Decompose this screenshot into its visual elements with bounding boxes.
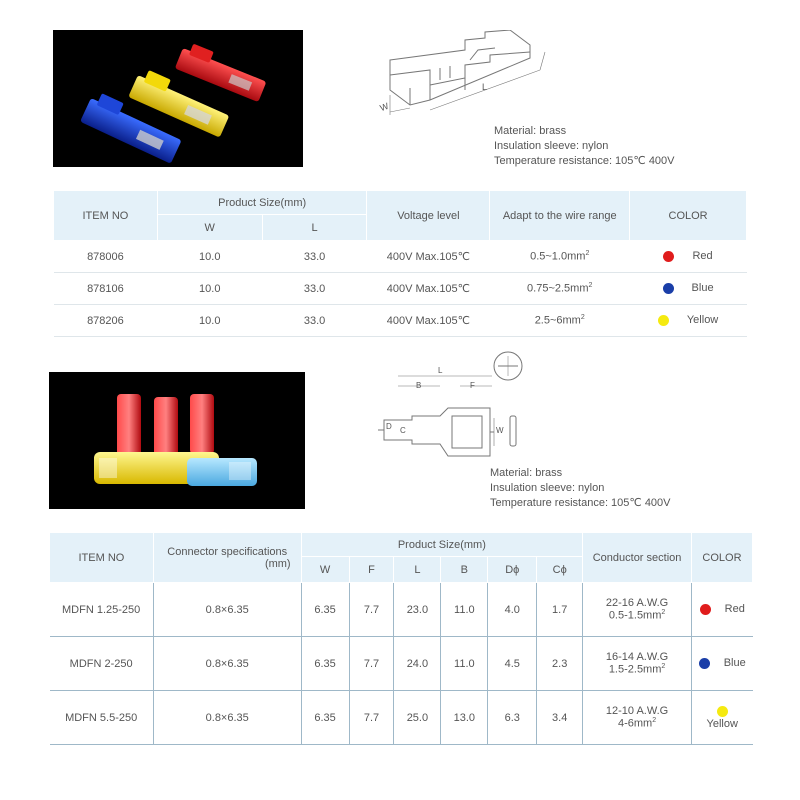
drawing-label-l: L: [482, 82, 488, 92]
l-cell: 25.0: [394, 691, 441, 745]
color-label: Red: [692, 250, 713, 263]
color-dot: [717, 706, 728, 717]
table-row: [50, 691, 753, 745]
wire-range-cell: $0.5\sim 1.0mm^2$: [490, 241, 630, 273]
t-tap-spec-table: [53, 190, 747, 337]
conductor-cell: 16-14 A.W.G $1.5-2.5mm^2$: [583, 637, 692, 691]
color-label: Blue: [691, 282, 714, 295]
l-cell: 33.0: [262, 305, 367, 337]
color-label: Blue: [723, 657, 746, 670]
conductor-cell: 22-16 A.W.G $0.5-1.5mm^2$: [583, 583, 692, 637]
wire-range-cell: $2.5\sim 6mm^2$: [490, 305, 630, 337]
w-cell: 10.0: [157, 241, 262, 273]
header-wire-range: Adapt to the wire range: [490, 191, 630, 241]
b-cell: 11.0: [441, 583, 488, 637]
l-cell: 23.0: [394, 583, 441, 637]
w-cell: 10.0: [157, 273, 262, 305]
temperature-text: Temperature resistance: 105℃ 400V: [494, 155, 675, 167]
header-connector-spec: Connector specifications (mm): [153, 533, 301, 583]
voltage-cell: 400V Max.105℃: [367, 305, 490, 337]
header-c: Cϕ: [537, 557, 583, 583]
b-cell: 13.0: [441, 691, 488, 745]
f-cell: 7.7: [349, 691, 394, 745]
drawing-label-d: D: [386, 422, 392, 431]
material-specs: [494, 124, 675, 169]
red-terminals-shape: [117, 394, 214, 462]
spec-cell: 0.8×6.35: [153, 637, 301, 691]
d-cell: 4.5: [488, 637, 537, 691]
drawing-label-l: L: [438, 366, 443, 375]
male-disconnect-technical-drawing: [372, 348, 532, 468]
spec-cell: 0.8×6.35: [153, 583, 301, 637]
c-cell: 3.4: [537, 691, 583, 745]
l-cell: 24.0: [394, 637, 441, 691]
header-b: B: [441, 557, 488, 583]
header-w: W: [157, 215, 262, 241]
material-text: Material: brass: [494, 125, 567, 137]
header-conductor: Conductor section: [583, 533, 692, 583]
l-cell: 33.0: [262, 241, 367, 273]
spec-cell: 0.8×6.35: [153, 691, 301, 745]
color-label: Yellow: [686, 314, 719, 327]
item-no-cell: 878206: [54, 305, 158, 337]
color-cell: [691, 583, 752, 637]
header-voltage: Voltage level: [367, 191, 490, 241]
color-label: Yellow: [706, 717, 738, 730]
color-cell: [630, 241, 747, 273]
color-label: Red: [724, 603, 745, 616]
red-connector-shape: [175, 41, 270, 103]
table-row: [54, 273, 747, 305]
blue-terminal-shape: [187, 458, 257, 486]
f-cell: 7.7: [349, 637, 394, 691]
header-product-size: Product Size(mm): [301, 533, 583, 557]
drawing-label-c: C: [400, 426, 406, 435]
male-disconnect-spec-table: [49, 532, 753, 745]
table-row: [54, 305, 747, 337]
color-dot: [700, 604, 711, 615]
color-dot: [663, 251, 674, 262]
l-cell: 33.0: [262, 273, 367, 305]
header-color: COLOR: [691, 533, 752, 583]
wire-range-cell: $0.75\sim 2.5mm^2$: [490, 273, 630, 305]
header-w: W: [301, 557, 349, 583]
item-no-cell: MDFN 5.5-250: [50, 691, 154, 745]
drawing-label-w: W: [378, 100, 390, 114]
drawing-label-w: W: [496, 426, 504, 435]
color-cell: [630, 305, 747, 337]
header-d: Dϕ: [488, 557, 537, 583]
b-cell: 11.0: [441, 637, 488, 691]
male-disconnect-photo: [49, 372, 305, 509]
header-l: L: [262, 215, 367, 241]
c-cell: 1.7: [537, 583, 583, 637]
t-tap-technical-drawing: [370, 30, 550, 125]
item-no-cell: 878106: [54, 273, 158, 305]
color-dot: [663, 283, 674, 294]
d-cell: 4.0: [488, 583, 537, 637]
table-row: [50, 583, 753, 637]
color-cell: [630, 273, 747, 305]
drawing-label-b: B: [416, 381, 422, 390]
color-cell: [691, 637, 752, 691]
material-text: Material: brass: [490, 467, 563, 479]
d-cell: 6.3: [488, 691, 537, 745]
header-color: COLOR: [630, 191, 747, 241]
item-no-cell: MDFN 1.25-250: [50, 583, 154, 637]
header-product-size: Product Size(mm): [157, 191, 367, 215]
color-cell: [691, 691, 752, 745]
color-dot: [658, 315, 669, 326]
w-cell: 6.35: [301, 637, 349, 691]
w-cell: 6.35: [301, 691, 349, 745]
voltage-cell: 400V Max.105℃: [367, 273, 490, 305]
insulation-text: Insulation sleeve: nylon: [490, 482, 605, 494]
header-l: L: [394, 557, 441, 583]
drawing-label-f: F: [470, 381, 475, 390]
t-tap-connectors-photo: [53, 30, 303, 167]
c-cell: 2.3: [537, 637, 583, 691]
w-cell: 6.35: [301, 583, 349, 637]
item-no-cell: MDFN 2-250: [50, 637, 154, 691]
header-item-no: ITEM NO: [54, 191, 158, 241]
insulation-text: Insulation sleeve: nylon: [494, 140, 609, 152]
table-row: [54, 241, 747, 273]
header-item-no: ITEM NO: [50, 533, 154, 583]
temperature-text: Temperature resistance: 105℃ 400V: [490, 497, 671, 509]
table-row: [50, 637, 753, 691]
f-cell: 7.7: [349, 583, 394, 637]
material-specs: [490, 466, 671, 511]
voltage-cell: 400V Max.105℃: [367, 241, 490, 273]
header-f: F: [349, 557, 394, 583]
color-dot: [699, 658, 710, 669]
w-cell: 10.0: [157, 305, 262, 337]
item-no-cell: 878006: [54, 241, 158, 273]
conductor-cell: 12-10 A.W.G $4-6mm^2$: [583, 691, 692, 745]
